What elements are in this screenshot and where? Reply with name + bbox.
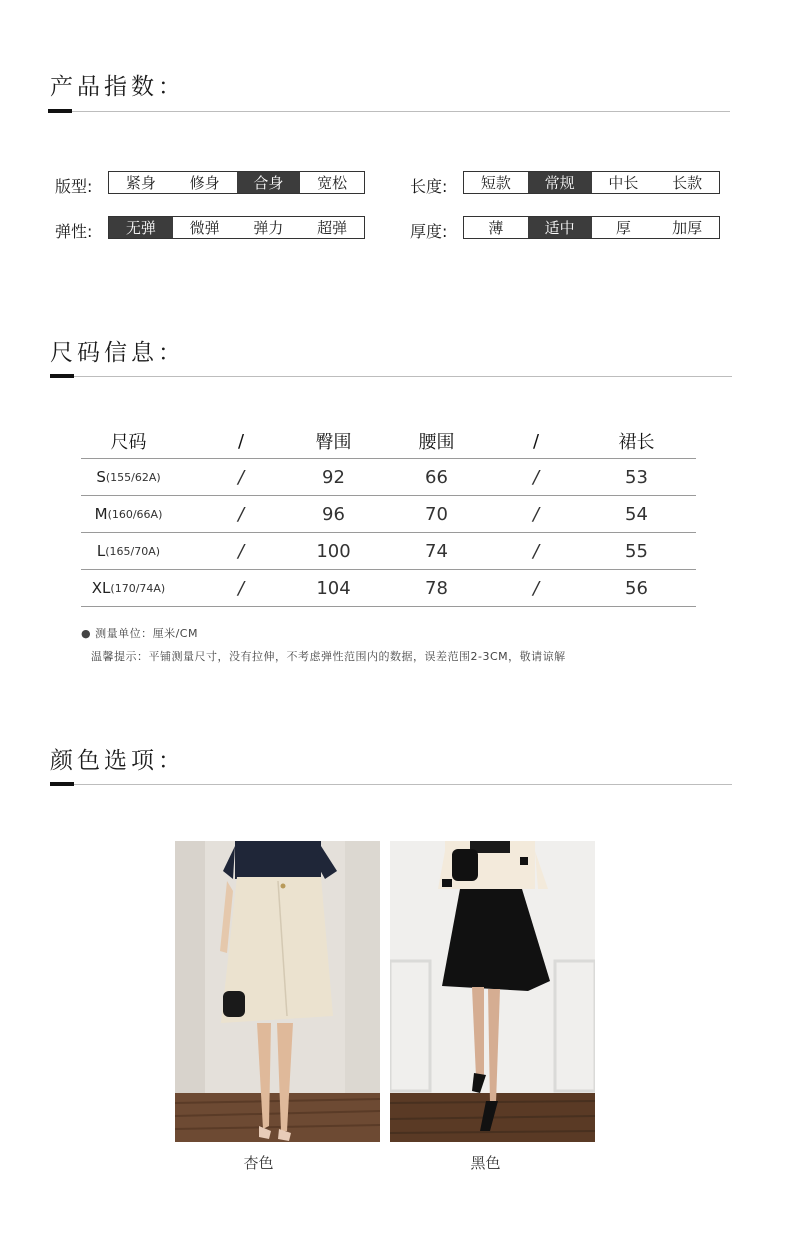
color-caption-black: 黑色 [470,1154,501,1172]
header-size: 尺码 [110,432,147,453]
size-code: S [96,468,106,486]
hip-cell: 92 [322,466,345,488]
size-spec: (160/66A) [107,507,163,521]
divider-accent [48,109,72,113]
table-row [81,533,696,570]
fit-label: 版型: [55,177,93,196]
header-skirt-length: 裙长 [618,432,655,453]
length-option-long[interactable]: 长款 [672,174,703,192]
slash-cell: / [237,540,245,562]
section-title-size-info: 尺码信息： [50,340,185,366]
size-cell [81,496,176,532]
fit-selector [108,171,365,194]
length-cell: 56 [625,577,648,599]
thickness-option-thick[interactable]: 厚 [615,219,631,237]
table-row [81,496,696,533]
length-option-short[interactable]: 短款 [480,174,511,192]
divider-accent [50,782,74,786]
table-row [81,570,696,607]
elasticity-selector [108,216,365,239]
fit-option-regular[interactable]: 合身 [237,172,301,193]
slash-cell: / [532,540,540,562]
divider-accent [50,374,74,378]
black-skirt-photo[interactable] [390,841,595,1142]
thickness-label: 厚度: [410,222,448,241]
thickness-option-medium[interactable]: 适中 [528,217,592,238]
size-spec: (165/70A) [105,544,161,558]
size-table [81,424,696,607]
fit-option-tight[interactable]: 紧身 [125,174,156,192]
table-row [81,459,696,496]
color-caption-apricot: 杏色 [243,1154,274,1172]
size-spec: (170/74A) [110,581,166,595]
size-code: M [94,505,108,523]
section-title-product-index: 产品指数： [50,74,185,100]
header-waist: 腰围 [418,432,455,453]
measure-unit-note: ● 测量单位：厘米/CM [81,627,198,640]
length-cell: 53 [625,466,648,488]
hip-cell: 96 [322,503,345,525]
elasticity-label: 弹性: [55,222,93,241]
waist-cell: 66 [425,466,448,488]
fit-option-slim[interactable]: 修身 [189,174,220,192]
slash-cell: / [532,466,540,488]
header-hip: 臀围 [315,432,352,453]
slash-cell: / [532,577,540,599]
length-selector [463,171,720,194]
length-cell: 55 [625,540,648,562]
slash-cell: / [237,466,245,488]
elasticity-option-slight[interactable]: 微弹 [189,219,220,237]
hip-cell: 100 [316,540,351,562]
slash-cell: / [237,503,245,525]
section-title-color-options: 颜色选项： [50,748,185,774]
elasticity-option-super[interactable]: 超弹 [317,219,348,237]
size-spec: (155/62A) [105,470,161,484]
waist-cell: 70 [425,503,448,525]
waist-cell: 74 [425,540,448,562]
length-cell: 54 [625,503,648,525]
slash-cell: / [532,503,540,525]
size-code: L [96,542,106,560]
header-slash: / [532,430,540,452]
size-cell [81,459,176,495]
length-option-mid[interactable]: 中长 [608,174,639,192]
elasticity-option-none[interactable]: 无弹 [109,217,173,238]
hip-cell: 104 [316,577,351,599]
size-table-header [81,424,696,459]
measure-tip-note: 温馨提示：平铺测量尺寸，没有拉伸，不考虑弹性范围内的数据，误差范围2-3CM，敬请谅解 [91,650,566,663]
fit-option-loose[interactable]: 宽松 [317,174,348,192]
header-slash: / [237,430,245,452]
divider-line [48,111,730,112]
thickness-option-extra-thick[interactable]: 加厚 [672,219,703,237]
size-cell [81,570,176,606]
divider-line [50,376,732,377]
apricot-skirt-photo[interactable] [175,841,380,1142]
elasticity-option-stretch[interactable]: 弹力 [253,219,284,237]
thickness-selector [463,216,720,239]
size-code: XL [91,579,111,597]
length-option-regular[interactable]: 常规 [528,172,592,193]
slash-cell: / [237,577,245,599]
length-label: 长度: [410,177,448,196]
waist-cell: 78 [425,577,448,599]
thickness-option-thin[interactable]: 薄 [488,219,504,237]
divider-line [50,784,732,785]
size-cell [81,533,176,569]
